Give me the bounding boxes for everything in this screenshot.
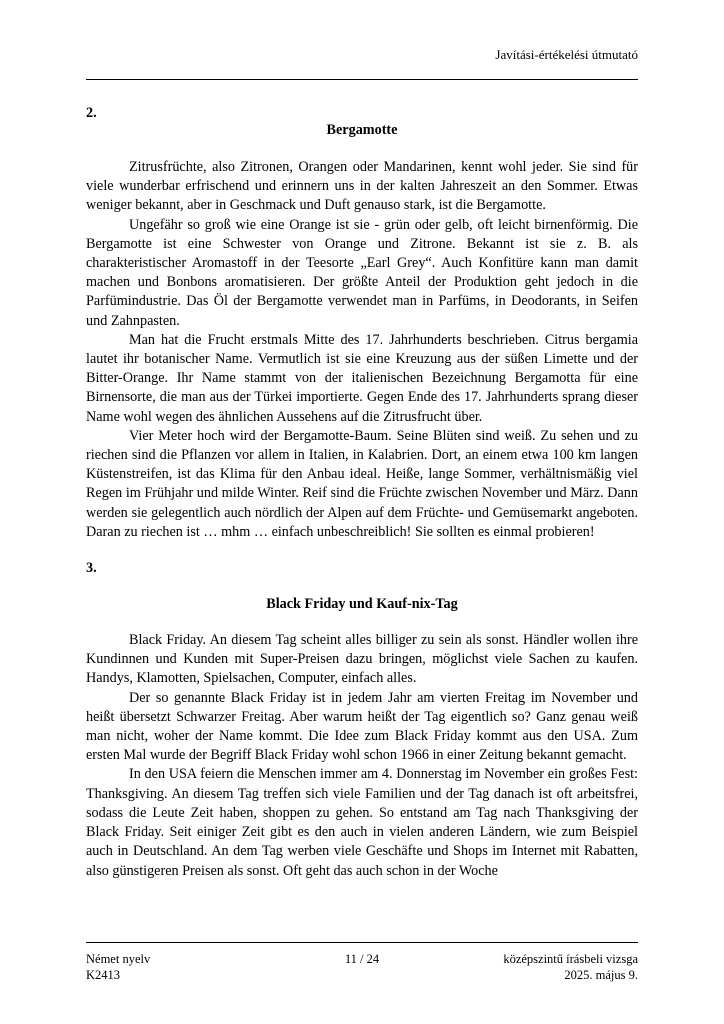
paragraph: Zitrusfrüchte, also Zitronen, Orangen oder Mandarinen, kennt wohl jeder. Sie sind für viele wunderbar erfrischend und erinnern uns in der kalten Jahreszeit an den Sommer. Etwas weniger bekannt, aber in Geschmack und Duft genauso stark, ist die Bergamotte.: [86, 159, 638, 214]
paragraph: Ungefähr so groß wie eine Orange ist sie - grün oder gelb, oft leicht birnenförmig. Die Bergamotte ist eine Schwester von Orange und Zitrone. Bekannt ist sie z. B. als charakteristischer Aromastoff in der Teesorte „Earl Grey“. Auch Konfitüre kann man damit machen und Bonbons aromatisieren. Der größte Anteil der Produktion geht jedoch in die Parfümindustrie. Das Öl der Bergamotte verwendet man in Parfüms, in Deodorants, in Seifen und Zahnpasten.: [86, 216, 638, 329]
paragraph: Man hat die Frucht erstmals Mitte des 17. Jahrhunderts beschrieben. Citrus bergamia lautet ihr botanischer Name. Vermutlich ist sie eine Kreuzung aus der süßen Limette und der Bitter-Orange. Ihr Name stammt von der italienischen Bezeichnung Bergamotta für eine Birnensorte, die man aus der Türkei importierte. Gegen Ende des 17. Jahrhunderts sprang dieser Name wohl wegen des ähnlichen Aussehens auf die Zitrusfrucht über.: [86, 331, 638, 425]
footer-date: 2025. május 9.: [564, 968, 638, 982]
running-header-title: Javítási-értékelési útmutató: [495, 47, 638, 62]
footer-exam-level: középszintű írásbeli vizsga: [503, 952, 638, 966]
footer-right: [503, 951, 638, 983]
footer-subject: Német nyelv: [86, 952, 151, 966]
document-body: [86, 104, 638, 881]
paragraph: Der so genannte Black Friday ist in jedem Jahr am vierten Freitag im November und heißt übersetzt Schwarzer Freitag. Aber warum heißt der Tag eigentlich so? Ganz genau weiß man nicht, woher der Name kommt. Die Idee zum Black Friday kommt aus den USA. Zum ersten Mal wurde der Begriff Black Friday wohl schon 1966 in einer Zeitung bekannt gemacht.: [86, 689, 638, 764]
task-number: 3.: [86, 560, 97, 577]
paragraph: Black Friday. An diesem Tag scheint alles billiger zu sein als sonst. Händler wollen ihre Kundinnen und Kunden mit Super-Preisen dazu bringen, möglichst viele Sachen zu kaufen. Handys, Klamotten, Spielsachen, Computer, einfach alles.: [86, 632, 638, 687]
footer-divider: [86, 942, 638, 943]
page-number: 11 / 24: [344, 952, 380, 966]
task-title: Black Friday und Kauf-nix-Tag: [266, 596, 458, 613]
paragraph: In den USA feiern die Menschen immer am 4. Donnerstag im November ein großes Fest: Thanksgiving. An diesem Tag treffen sich viele Familien und der Tag danach ist oft arbeitsfrei, sodass die Leute Zeit haben, shoppen zu gehen. So entstand am Tag nach Thanksgiving der Black Friday. Seit einiger Zeit gibt es den auch in vielen anderen Ländern, wie zum Beispiel auch in Deutschland. An dem Tag werben viele Geschäfte und Shops im Internet mit Rabatten, also günstigeren Preisen als sonst. Oft geht das auch schon in der Woche: [86, 766, 638, 879]
paragraph: Vier Meter hoch wird der Bergamotte-Baum. Seine Blüten sind weiß. Zu sehen und zu riechen sind die Pflanzen vor allem in Italien, in Kalabrien. Dort, an einem etwa 100 km langen Küstenstreifen, ist das Klima für den Anbau ideal. Heiße, lange Sommer, verhältnismäßig viel Regen im Frühjahr und milde Winter. Reif sind die Früchte zwischen November und März. Dann werden sie gelegentlich auch nördlich der Alpen auf dem Früchte- und Gemüsemarkt angeboten. Daran zu riechen ist … mhm … einfach unbeschreiblich! Sie sollten es einmal probieren!: [86, 427, 638, 540]
task-3-section: [86, 559, 638, 881]
footer-code: K2413: [86, 968, 121, 982]
task-number: 2.: [86, 105, 97, 121]
task-2-section: [86, 104, 638, 542]
task-title: Bergamotte: [326, 122, 398, 138]
header-divider: [86, 79, 638, 80]
